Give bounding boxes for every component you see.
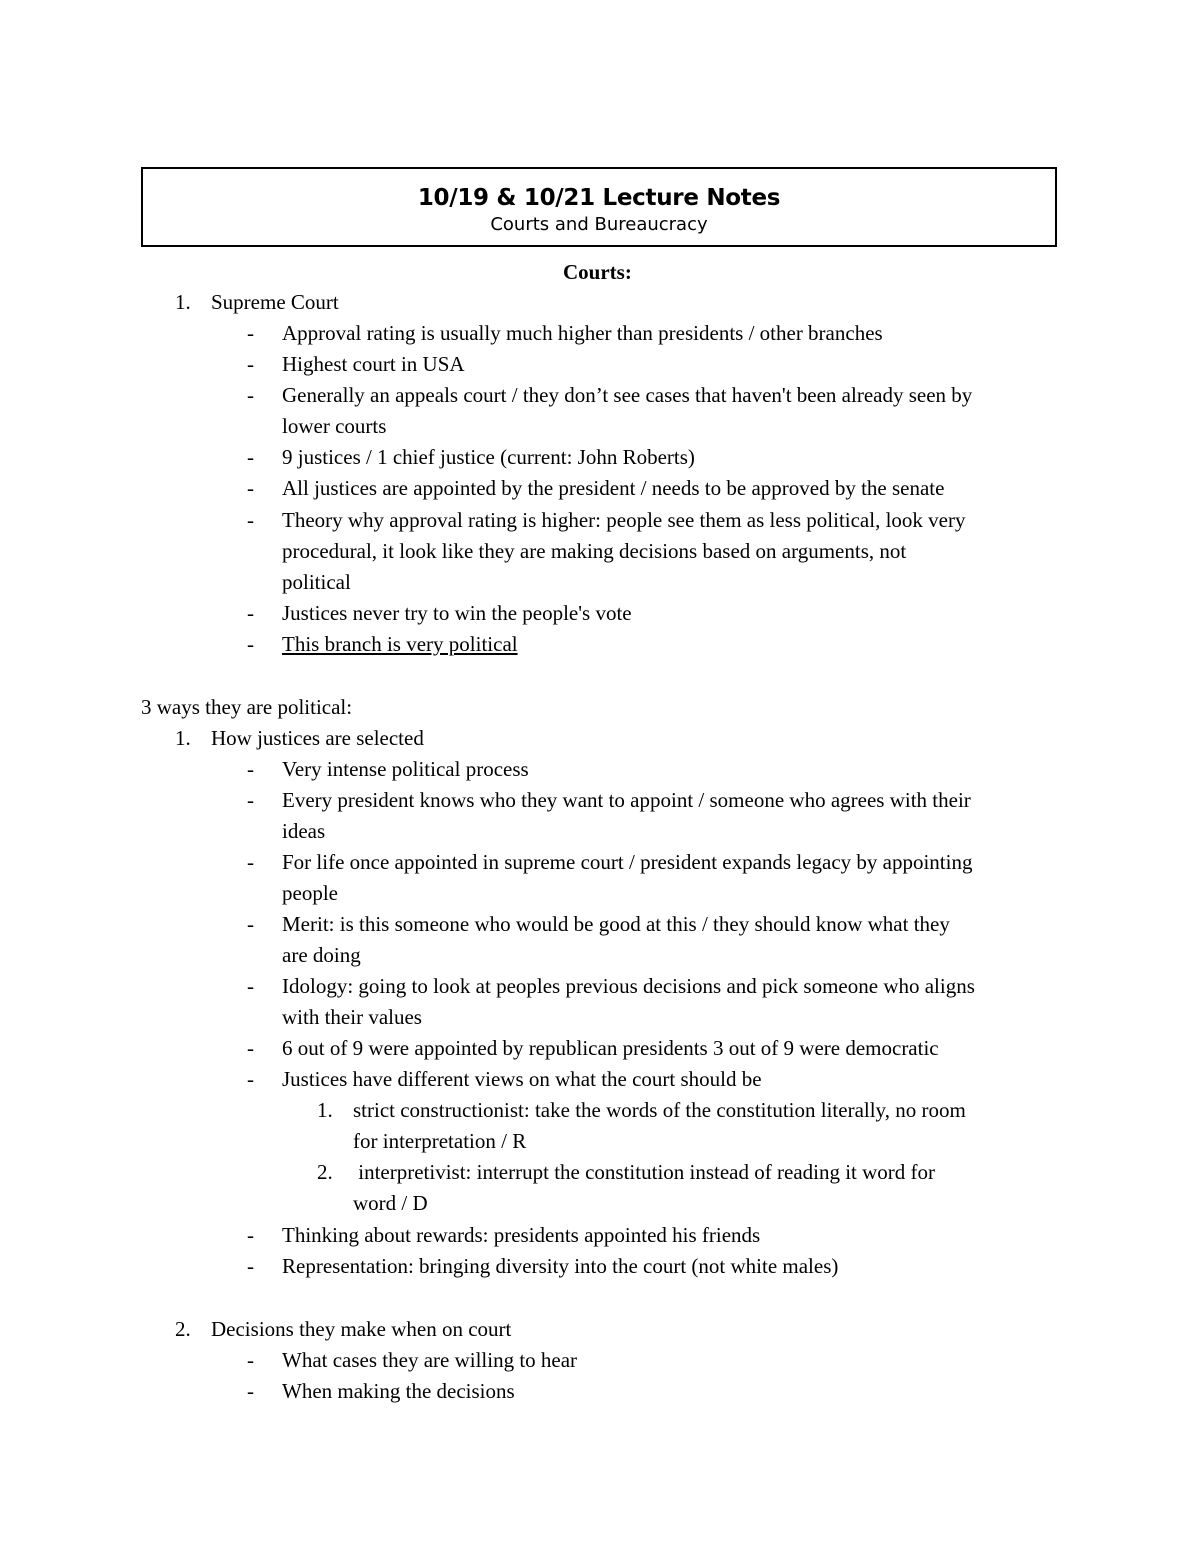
bullet-text: 6 out of 9 were appointed by republican presidents 3 out of 9 were democratic <box>282 1036 939 1060</box>
bullet-dash: - <box>247 601 254 625</box>
bullet-text: Very intense political process <box>282 757 529 781</box>
bullet-text: Justices have different views on what the court should be <box>282 1067 762 1091</box>
list-number: 2. <box>175 1317 191 1341</box>
bullet-dash: - <box>247 352 254 376</box>
sub-list-text-cont: word / D <box>353 1191 428 1215</box>
bullet-dash: - <box>247 850 254 874</box>
sub-list-text-cont: for interpretation / R <box>353 1129 527 1153</box>
list-item-label: Supreme Court <box>211 290 339 314</box>
bullet-dash: - <box>247 632 254 656</box>
bullet-text-cont: procedural, it look like they are making decisions based on arguments, not <box>282 539 907 563</box>
bullet-dash: - <box>247 757 254 781</box>
title-box <box>141 167 1057 247</box>
sub-list-number: 1. <box>317 1098 333 1122</box>
list-item-label: Decisions they make when on court <box>211 1317 512 1341</box>
section-heading: Courts: <box>563 260 632 284</box>
bullet-text-cont: ideas <box>282 819 326 843</box>
bullet-text-cont: political <box>282 570 351 594</box>
bullet-text: Idology: going to look at peoples previous decisions and pick someone who aligns <box>282 974 975 998</box>
list-number: 1. <box>175 726 191 750</box>
document-title: 10/19 & 10/21 Lecture Notes <box>417 185 781 211</box>
bullet-text: Representation: bringing diversity into the court (not white males) <box>282 1254 839 1278</box>
bullet-dash: - <box>247 1254 254 1278</box>
sub-list-number: 2. <box>317 1160 333 1184</box>
bullet-text: Approval rating is usually much higher than presidents / other branches <box>282 321 883 345</box>
bullet-text: Every president knows who they want to appoint / someone who agrees with their <box>282 788 971 812</box>
bullet-dash: - <box>247 508 254 532</box>
bullet-text: Generally an appeals court / they don’t see cases that haven't been already seen by <box>282 383 973 407</box>
sub-list-text: interpretivist: interrupt the constitution instead of reading it word for <box>353 1160 936 1184</box>
bullet-text-cont: lower courts <box>282 414 387 438</box>
bullet-dash: - <box>247 1223 254 1247</box>
bullet-dash: - <box>247 383 254 407</box>
bullet-dash: - <box>247 321 254 345</box>
bullet-dash: - <box>247 1379 254 1403</box>
bullet-dash: - <box>247 1036 254 1060</box>
bullet-text: Highest court in USA <box>282 352 465 376</box>
bullet-text: Thinking about rewards: presidents appointed his friends <box>282 1223 761 1247</box>
bullet-text-cont: with their values <box>282 1005 422 1029</box>
bullet-text: Merit: is this someone who would be good at this / they should know what they <box>282 912 950 936</box>
bullet-text: What cases they are willing to hear <box>282 1348 578 1372</box>
list-item-label: How justices are selected <box>211 726 424 750</box>
bullet-dash: - <box>247 445 254 469</box>
bullet-text-cont: people <box>282 881 338 905</box>
political-intro: 3 ways they are political: <box>141 695 353 719</box>
bullet-text: For life once appointed in supreme court / president expands legacy by appointing <box>282 850 973 874</box>
bullet-dash: - <box>247 974 254 998</box>
bullet-dash: - <box>247 1348 254 1372</box>
bullet-text-underlined: This branch is very political <box>282 632 518 656</box>
bullet-text: Justices never try to win the people's vote <box>282 601 632 625</box>
bullet-dash: - <box>247 788 254 812</box>
list-number: 1. <box>175 290 191 314</box>
document-subtitle: Courts and Bureaucracy <box>490 214 708 235</box>
bullet-dash: - <box>247 1067 254 1091</box>
sub-list-text: strict constructionist: take the words of the constitution literally, no room <box>353 1098 966 1122</box>
bullet-text: All justices are appointed by the president / needs to be approved by the senate <box>282 476 945 500</box>
bullet-text-cont: are doing <box>282 943 361 967</box>
bullet-dash: - <box>247 912 254 936</box>
bullet-dash: - <box>247 476 254 500</box>
bullet-text: 9 justices / 1 chief justice (current: John Roberts) <box>282 445 695 469</box>
bullet-text: Theory why approval rating is higher: people see them as less political, look very <box>282 508 966 532</box>
bullet-text: When making the decisions <box>282 1379 515 1403</box>
